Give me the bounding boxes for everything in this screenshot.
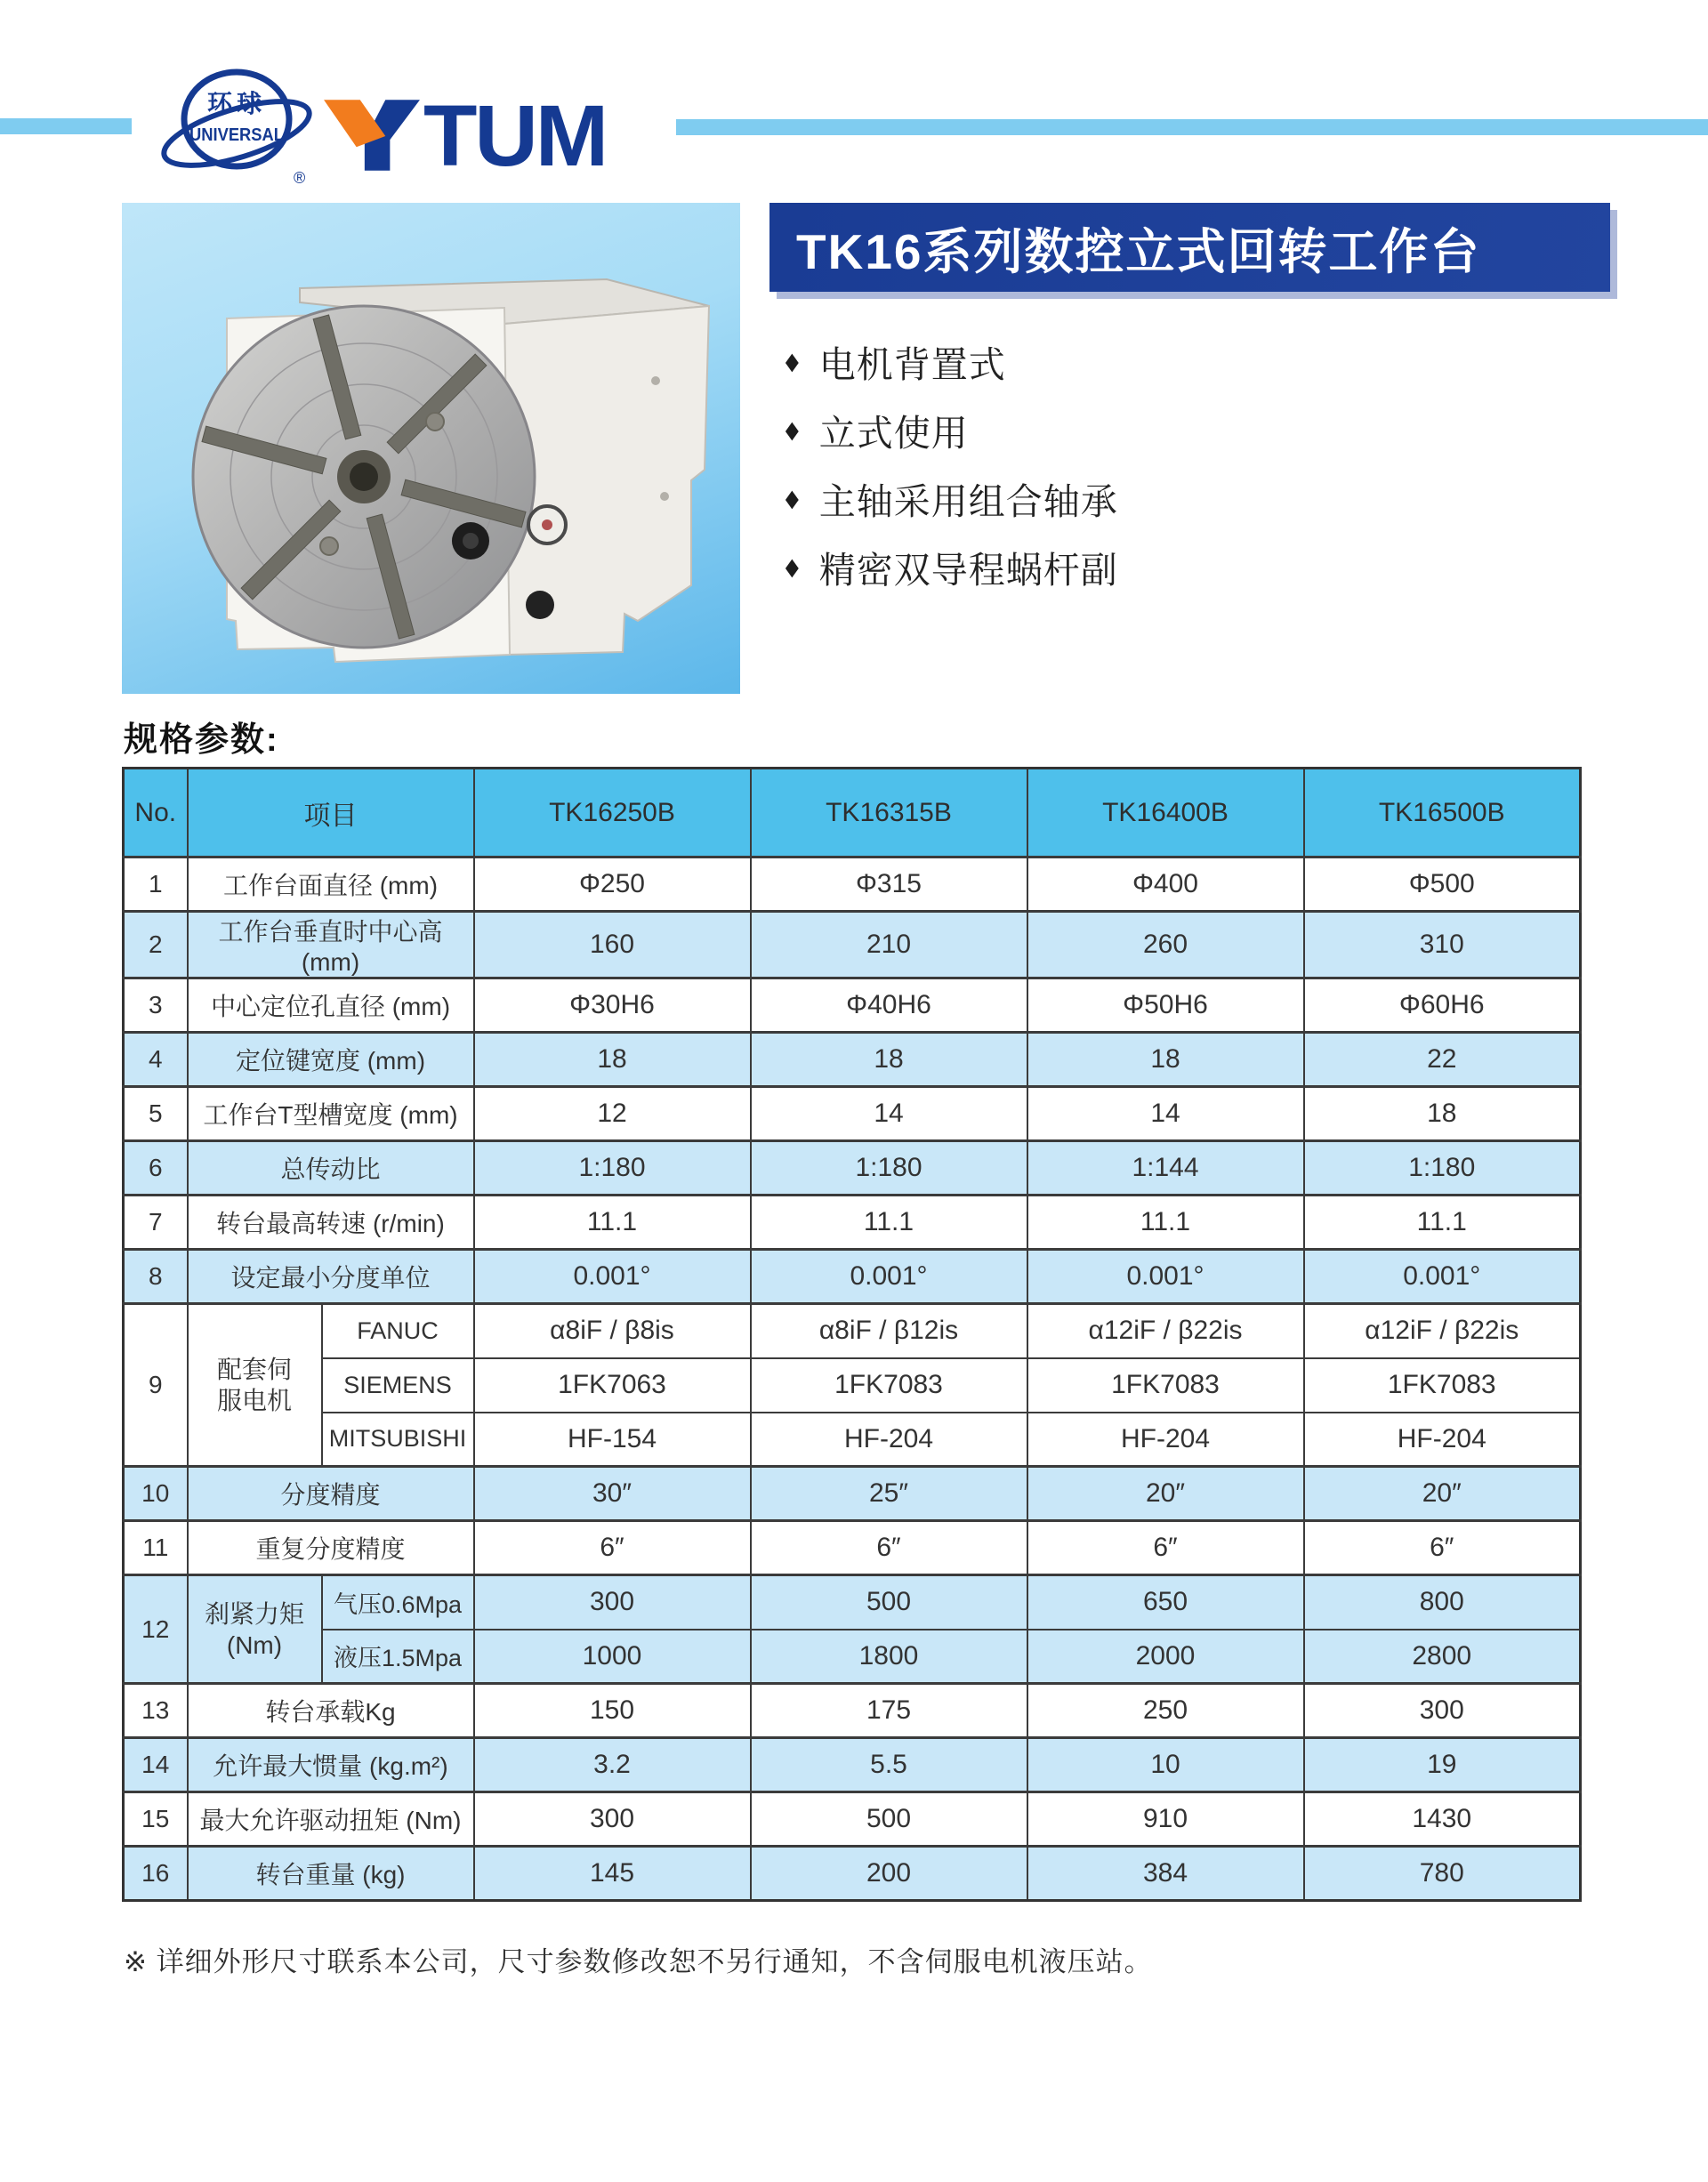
row-value: 1800 [751,1630,1027,1684]
ytum-letters: TUM [423,87,607,184]
row-item: 分度精度 [188,1467,474,1521]
group-line: 配套伺 [216,1356,292,1383]
row-value: 1FK7083 [751,1358,1027,1413]
product-photo-panel [122,203,740,694]
right-accent-stripe [676,119,1708,135]
row-value: α12iF / β22is [1304,1304,1581,1358]
row-value: 19 [1304,1738,1581,1792]
feature-item [783,327,1118,396]
group-line: 刹紧力矩 [204,1599,304,1628]
row-sublabel: 气压0.6Mpa [322,1575,474,1630]
row-no: 10 [124,1467,188,1521]
row-value: Φ50H6 [1027,978,1304,1033]
group-line: (Nm) [226,1630,283,1659]
row-item: 转台最高转速 (r/min) [188,1196,474,1250]
group-line: 服电机 [216,1387,292,1414]
row-no: 12 [124,1575,188,1684]
spec-row-1 [124,858,1581,912]
feature-item [783,396,1118,464]
row-value: Φ30H6 [474,978,751,1033]
specs-heading: 规格参数: [124,721,279,759]
row-no: 4 [124,1033,188,1087]
row-value: 14 [751,1087,1027,1141]
specifications-table [122,767,1582,1902]
row-value: 300 [1304,1684,1581,1738]
row-value: HF-154 [474,1413,751,1467]
spec-row-9-fanuc [124,1304,1581,1358]
row-value: 1FK7083 [1304,1358,1581,1413]
row-value: 160 [474,912,751,978]
row-value: 175 [751,1684,1027,1738]
row-item: 工作台垂直时中心高 (mm) [188,912,474,978]
spec-row-8 [124,1250,1581,1304]
row-item: 重复分度精度 [188,1521,474,1575]
row-value: 200 [751,1847,1027,1901]
row-value: 10 [1027,1738,1304,1792]
table-header-row [124,769,1581,858]
row-value: 500 [751,1575,1027,1630]
row-item: 最大允许驱动扭矩 (Nm) [188,1792,474,1847]
row-value: 20″ [1304,1467,1581,1521]
row-value: 0.001° [1304,1250,1581,1304]
row-value: 11.1 [751,1196,1027,1250]
row-value: 780 [1304,1847,1581,1901]
row-value: 11.1 [1304,1196,1581,1250]
header-model-tk16500b: TK16500B [1304,769,1581,858]
row-value: α8iF / β12is [751,1304,1027,1358]
spec-row-7 [124,1196,1581,1250]
row-no: 7 [124,1196,188,1250]
row-no: 14 [124,1738,188,1792]
row-value: α12iF / β22is [1027,1304,1304,1358]
spec-row-11 [124,1521,1581,1575]
spec-row-12-hydraulic [124,1630,1581,1684]
registered-mark: ® [294,169,306,187]
feature-text: 立式使用 [818,413,969,454]
spec-row-3 [124,978,1581,1033]
row-value: 300 [474,1792,751,1847]
row-value: 150 [474,1684,751,1738]
row-no: 5 [124,1087,188,1141]
row-item: 设定最小分度单位 [188,1250,474,1304]
row-value: 6″ [1304,1521,1581,1575]
row-value: Φ400 [1027,858,1304,912]
spec-row-10 [124,1467,1581,1521]
row-value: 6″ [474,1521,751,1575]
row-no: 15 [124,1792,188,1847]
feature-item [783,533,1118,601]
row-value: 145 [474,1847,751,1901]
row-value: 250 [1027,1684,1304,1738]
row-value: Φ500 [1304,858,1581,912]
row-value: 30″ [474,1467,751,1521]
row-value: 1FK7083 [1027,1358,1304,1413]
row-item: 定位键宽度 (mm) [188,1033,474,1087]
spec-row-9-siemens [124,1358,1581,1413]
ytum-wordmark [322,87,607,184]
row-value: 12 [474,1087,751,1141]
row-value: 650 [1027,1575,1304,1630]
row-value: Φ315 [751,858,1027,912]
row-no: 1 [124,858,188,912]
row-value: Φ40H6 [751,978,1027,1033]
row-value: 20″ [1027,1467,1304,1521]
logo-text-en: UNIVERSAL [189,125,284,145]
row-item: 工作台T型槽宽度 (mm) [188,1087,474,1141]
row-value: 0.001° [1027,1250,1304,1304]
row-value: 210 [751,912,1027,978]
spec-row-16 [124,1847,1581,1901]
row-item: 转台承载Kg [188,1684,474,1738]
product-title: TK16系列数控立式回转工作台 [796,223,1481,279]
spec-row-12-pneumatic [124,1575,1581,1630]
footnote: ※ 详细外形尺寸联系本公司，尺寸参数修改恕不另行通知，不含伺服电机液压站。 [124,1946,1153,1977]
row-group-label [188,1575,322,1684]
header-model-tk16250b: TK16250B [474,769,751,858]
row-value: 18 [474,1033,751,1087]
row-no: 6 [124,1141,188,1196]
row-value: 384 [1027,1847,1304,1901]
spec-row-15 [124,1792,1581,1847]
row-value: 500 [751,1792,1027,1847]
row-no: 9 [124,1304,188,1467]
row-item: 总传动比 [188,1141,474,1196]
row-value: 11.1 [1027,1196,1304,1250]
header-item: 项目 [188,769,474,858]
spec-row-13 [124,1684,1581,1738]
row-value: 1FK7063 [474,1358,751,1413]
feature-text: 精密双导程蜗杆副 [818,550,1118,591]
header-model-tk16400b: TK16400B [1027,769,1304,858]
row-item: 转台重量 (kg) [188,1847,474,1901]
row-value: 1:180 [474,1141,751,1196]
row-value: HF-204 [1027,1413,1304,1467]
row-no: 2 [124,912,188,978]
row-no: 11 [124,1521,188,1575]
diamond-bullet-icon: ◆ [785,416,799,443]
row-value: 14 [1027,1087,1304,1141]
rotary-table-illustration [122,203,740,694]
universal-globe-logo [158,62,318,196]
row-value: 18 [751,1033,1027,1087]
row-item: 工作台面直径 (mm) [188,858,474,912]
row-value: HF-204 [751,1413,1027,1467]
row-value: 800 [1304,1575,1581,1630]
row-value: 2800 [1304,1630,1581,1684]
row-value: 1430 [1304,1792,1581,1847]
row-value: 1:144 [1027,1141,1304,1196]
row-value: 910 [1027,1792,1304,1847]
feature-item [783,464,1118,533]
product-title-banner [769,203,1610,292]
row-sublabel: 液压1.5Mpa [322,1630,474,1684]
row-value: 5.5 [751,1738,1027,1792]
row-value: Φ60H6 [1304,978,1581,1033]
row-value: 18 [1027,1033,1304,1087]
row-sublabel: SIEMENS [322,1358,474,1413]
row-value: 300 [474,1575,751,1630]
row-value: 6″ [751,1521,1027,1575]
row-sublabel: FANUC [322,1304,474,1358]
row-no: 16 [124,1847,188,1901]
row-value: α8iF / β8is [474,1304,751,1358]
header-model-tk16315b: TK16315B [751,769,1027,858]
row-value: 310 [1304,912,1581,978]
spec-row-4 [124,1033,1581,1087]
row-value: 260 [1027,912,1304,978]
row-no: 3 [124,978,188,1033]
row-value: 22 [1304,1033,1581,1087]
row-value: 2000 [1027,1630,1304,1684]
diamond-bullet-icon: ◆ [785,348,799,374]
row-item: 允许最大惯量 (kg.m²) [188,1738,474,1792]
ytum-y-icon [322,100,422,171]
row-group-label [188,1304,322,1467]
row-value: 1:180 [751,1141,1027,1196]
diamond-bullet-icon: ◆ [785,553,799,580]
row-value: 1:180 [1304,1141,1581,1196]
spec-row-14 [124,1738,1581,1792]
row-value: 11.1 [474,1196,751,1250]
spec-row-6 [124,1141,1581,1196]
feature-list [783,327,1118,601]
left-accent-stripe [0,118,132,134]
row-value: 3.2 [474,1738,751,1792]
logo-text-cn: 环球 [206,90,267,117]
feature-text: 电机背置式 [818,344,1006,385]
row-value: 1000 [474,1630,751,1684]
spec-row-5 [124,1087,1581,1141]
row-value: 18 [1304,1087,1581,1141]
row-no: 8 [124,1250,188,1304]
spec-row-2 [124,912,1581,978]
row-value: 0.001° [474,1250,751,1304]
diamond-bullet-icon: ◆ [785,485,799,511]
header-no: No. [124,769,188,858]
row-value: 0.001° [751,1250,1027,1304]
row-no: 13 [124,1684,188,1738]
row-value: HF-204 [1304,1413,1581,1467]
spec-row-9-mitsubishi [124,1413,1581,1467]
row-value: Φ250 [474,858,751,912]
row-sublabel: MITSUBISHI [322,1413,474,1467]
row-item: 中心定位孔直径 (mm) [188,978,474,1033]
feature-text: 主轴采用组合轴承 [818,481,1118,522]
row-value: 6″ [1027,1521,1304,1575]
row-value: 25″ [751,1467,1027,1521]
